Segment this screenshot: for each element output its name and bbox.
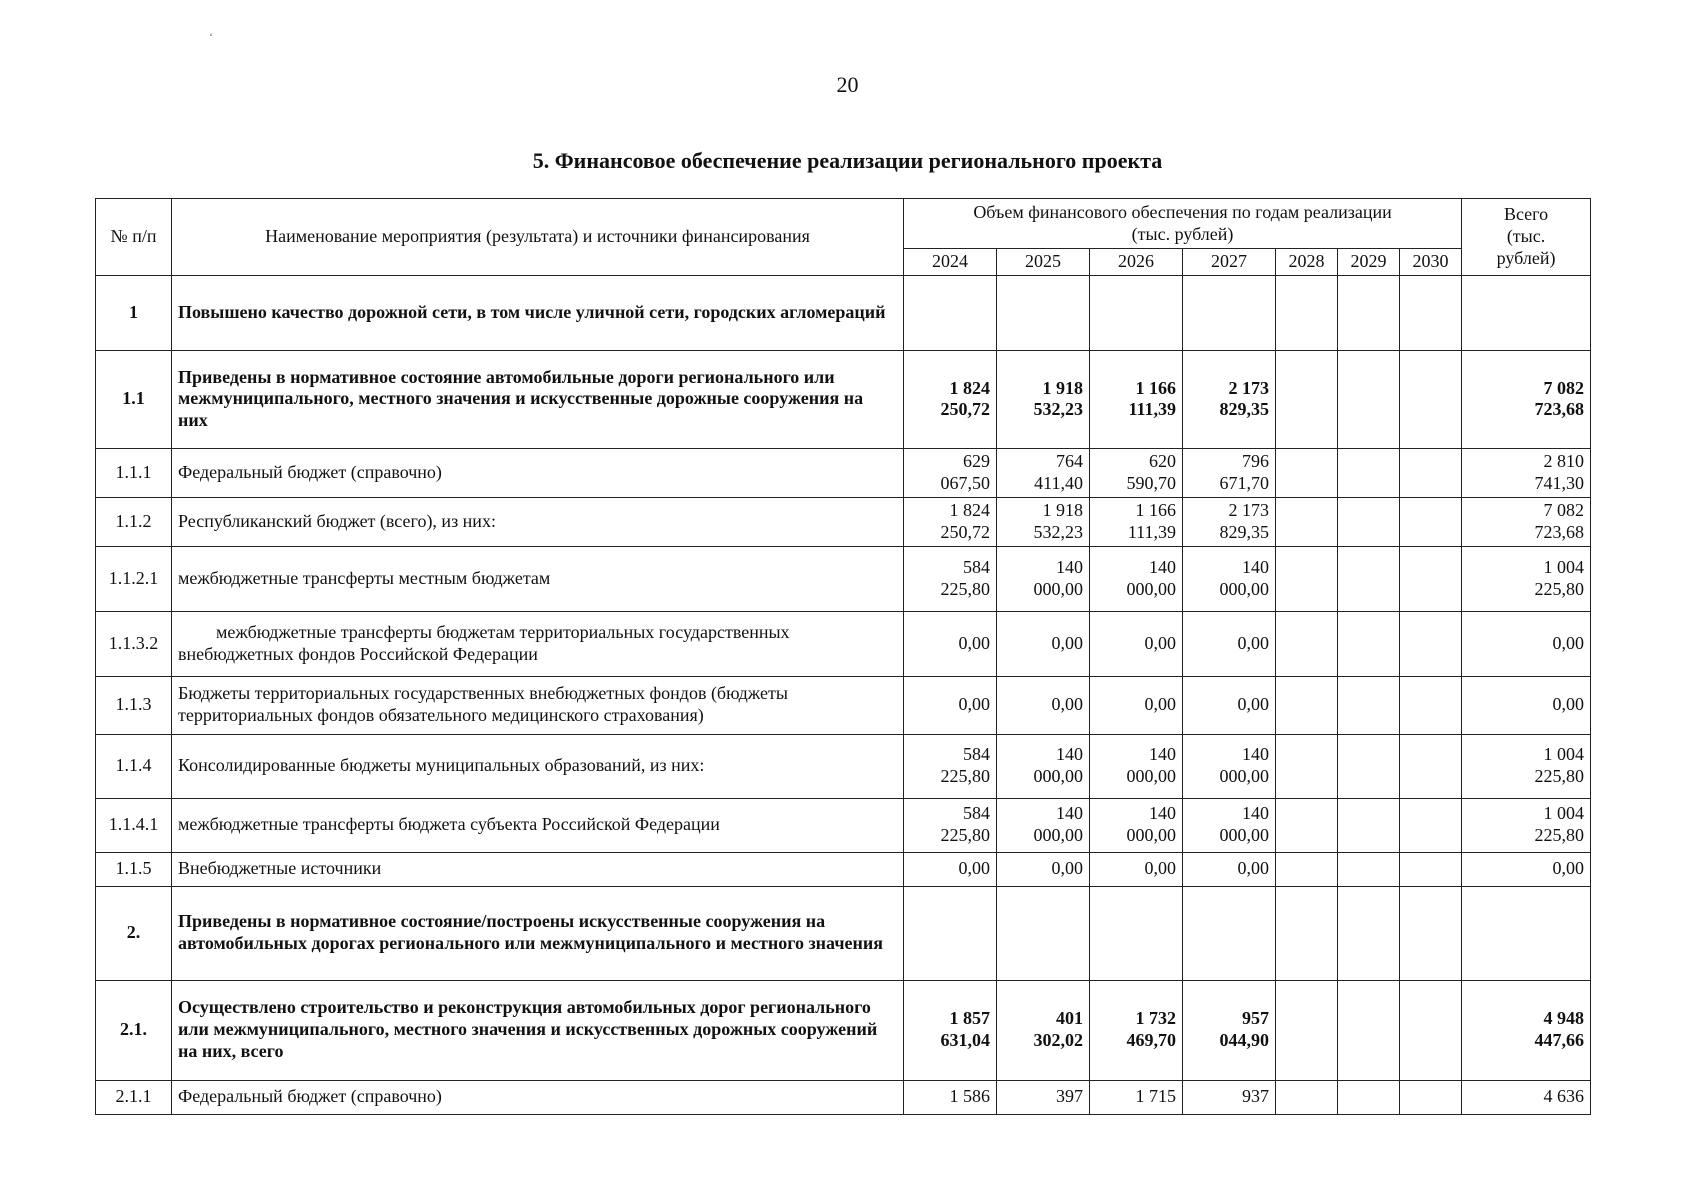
value-2030 <box>1400 734 1462 798</box>
value-2027: 937 <box>1183 1080 1276 1114</box>
value-2029 <box>1338 448 1400 497</box>
row-name: межбюджетные трансферты бюджета субъекта Российской Федерации <box>172 798 904 852</box>
value-2025: 0,00 <box>997 676 1090 734</box>
value-2030 <box>1400 852 1462 886</box>
value-2025: 0,00 <box>997 852 1090 886</box>
value-2027: 0,00 <box>1183 852 1276 886</box>
value-2030 <box>1400 1080 1462 1114</box>
value-2026: 140 000,00 <box>1090 798 1183 852</box>
header-total-line3: рублей) <box>1496 247 1556 268</box>
value-2029 <box>1338 275 1400 350</box>
table-row <box>96 546 1591 611</box>
table-row <box>96 980 1591 1080</box>
page-number: 20 <box>836 72 859 97</box>
value-2027: 2 173 829,35 <box>1183 350 1276 448</box>
value-2029 <box>1338 350 1400 448</box>
value-2029 <box>1338 1080 1400 1114</box>
value-2028 <box>1276 546 1338 611</box>
value-2030 <box>1400 886 1462 980</box>
row-name <box>172 611 904 676</box>
value-2030 <box>1400 980 1462 1080</box>
value-2026: 140 000,00 <box>1090 546 1183 611</box>
header-total-line1: Всего <box>1503 204 1549 225</box>
value-2025 <box>997 275 1090 350</box>
value-2028 <box>1276 497 1338 546</box>
value-total: 4 636 <box>1462 1080 1591 1114</box>
table-row <box>96 611 1591 676</box>
table-row <box>96 886 1591 980</box>
header-name: Наименование мероприятия (результата) и источники финансирования <box>172 199 904 276</box>
value-2024: 1 824 250,72 <box>904 497 997 546</box>
header-year: 2028 <box>1276 249 1338 276</box>
value-2028 <box>1276 852 1338 886</box>
value-2030 <box>1400 611 1462 676</box>
value-2028 <box>1276 350 1338 448</box>
value-2026 <box>1090 886 1183 980</box>
value-2024 <box>904 886 997 980</box>
header-year: 2030 <box>1400 249 1462 276</box>
header-volume <box>904 199 1462 249</box>
value-2026: 1 715 <box>1090 1080 1183 1114</box>
value-2030 <box>1400 798 1462 852</box>
table-row <box>96 734 1591 798</box>
value-2030 <box>1400 275 1462 350</box>
value-2024: 584 225,80 <box>904 734 997 798</box>
value-total <box>1462 275 1591 350</box>
row-name-line1: межбюджетные трансферты бюджетам территориальных государственных <box>216 621 790 642</box>
value-2027: 140 000,00 <box>1183 734 1276 798</box>
value-2026: 0,00 <box>1090 676 1183 734</box>
row-number: 1.1.3.2 <box>96 611 172 676</box>
value-total: 4 948 447,66 <box>1462 980 1591 1080</box>
table-row <box>96 275 1591 350</box>
row-number: 1.1.5 <box>96 852 172 886</box>
row-number: 1.1 <box>96 350 172 448</box>
value-2024: 629 067,50 <box>904 448 997 497</box>
value-2027: 2 173 829,35 <box>1183 497 1276 546</box>
value-2025 <box>997 886 1090 980</box>
value-2025: 401 302,02 <box>997 980 1090 1080</box>
financing-table <box>95 198 1591 1115</box>
value-2030 <box>1400 350 1462 448</box>
document-title: 5. Финансовое обеспечение реализации регионального проекта <box>532 148 1163 173</box>
row-name: межбюджетные трансферты местным бюджетам <box>172 546 904 611</box>
header-year: 2026 <box>1090 249 1183 276</box>
value-total: 1 004 225,80 <box>1462 546 1591 611</box>
table-row <box>96 798 1591 852</box>
value-2024: 1 857 631,04 <box>904 980 997 1080</box>
value-2026: 1 166 111,39 <box>1090 350 1183 448</box>
row-name: Бюджеты территориальных государственных внебюджетных фондов (бюджеты территориальных фондов обязательного медицинского страхования) <box>172 676 904 734</box>
value-2030 <box>1400 448 1462 497</box>
value-2029 <box>1338 676 1400 734</box>
value-2024: 584 225,80 <box>904 798 997 852</box>
value-2027: 957 044,90 <box>1183 980 1276 1080</box>
row-number: 1.1.4 <box>96 734 172 798</box>
value-2026: 0,00 <box>1090 852 1183 886</box>
table-row <box>96 448 1591 497</box>
value-2029 <box>1338 852 1400 886</box>
table-row <box>96 1080 1591 1114</box>
value-2029 <box>1338 798 1400 852</box>
header-total-line2: (тыс. <box>1506 226 1546 246</box>
value-2029 <box>1338 611 1400 676</box>
value-2029 <box>1338 546 1400 611</box>
value-2030 <box>1400 497 1462 546</box>
value-total: 1 004 225,80 <box>1462 734 1591 798</box>
row-name: Республиканский бюджет (всего), из них: <box>172 497 904 546</box>
header-num: № п/п <box>96 199 172 276</box>
value-2025: 764 411,40 <box>997 448 1090 497</box>
row-name: Повышено качество дорожной сети, в том числе уличной сети, городских агломераций <box>172 275 904 350</box>
table-row <box>96 350 1591 448</box>
value-2028 <box>1276 275 1338 350</box>
value-2027: 796 671,70 <box>1183 448 1276 497</box>
value-total: 7 082 723,68 <box>1462 350 1591 448</box>
row-number: 1.1.3 <box>96 676 172 734</box>
value-2029 <box>1338 886 1400 980</box>
row-name: Приведены в нормативное состояние автомобильные дороги регионального или межмуниципального, местного значения и искусственные дорожные сооружения на них <box>172 350 904 448</box>
value-2025: 140 000,00 <box>997 546 1090 611</box>
value-2024: 0,00 <box>904 676 997 734</box>
value-2026: 1 732 469,70 <box>1090 980 1183 1080</box>
value-2025: 140 000,00 <box>997 734 1090 798</box>
value-total: 0,00 <box>1462 611 1591 676</box>
row-number: 1.1.2.1 <box>96 546 172 611</box>
value-2030 <box>1400 676 1462 734</box>
value-2026: 140 000,00 <box>1090 734 1183 798</box>
row-name: Внебюджетные источники <box>172 852 904 886</box>
value-total <box>1462 886 1591 980</box>
value-2026: 0,00 <box>1090 611 1183 676</box>
value-total: 1 004 225,80 <box>1462 798 1591 852</box>
value-2029 <box>1338 734 1400 798</box>
value-2025: 0,00 <box>997 611 1090 676</box>
row-number: 2.1. <box>96 980 172 1080</box>
table-row <box>96 497 1591 546</box>
value-2025: 140 000,00 <box>997 798 1090 852</box>
value-total: 0,00 <box>1462 852 1591 886</box>
table-row <box>96 676 1591 734</box>
value-2028 <box>1276 676 1338 734</box>
row-number: 1.1.2 <box>96 497 172 546</box>
value-2024: 0,00 <box>904 611 997 676</box>
value-total: 7 082 723,68 <box>1462 497 1591 546</box>
header-year: 2029 <box>1338 249 1400 276</box>
header-year: 2027 <box>1183 249 1276 276</box>
value-2025: 397 <box>997 1080 1090 1114</box>
table-row <box>96 852 1591 886</box>
value-2029 <box>1338 497 1400 546</box>
row-number: 1.1.4.1 <box>96 798 172 852</box>
row-name: Консолидированные бюджеты муниципальных образований, из них: <box>172 734 904 798</box>
value-2028 <box>1276 980 1338 1080</box>
header-volume-line2: (тыс. рублей) <box>1131 223 1234 244</box>
value-2027: 0,00 <box>1183 611 1276 676</box>
value-2027: 140 000,00 <box>1183 798 1276 852</box>
header-year: 2024 <box>904 249 997 276</box>
value-total: 2 810 741,30 <box>1462 448 1591 497</box>
value-2026: 1 166 111,39 <box>1090 497 1183 546</box>
value-2027 <box>1183 886 1276 980</box>
value-total: 0,00 <box>1462 676 1591 734</box>
value-2026: 620 590,70 <box>1090 448 1183 497</box>
value-2024: 1 586 <box>904 1080 997 1114</box>
row-name: Осуществлено строительство и реконструкция автомобильных дорог регионального или межмуниципального, местного значения и искусственных дорожных сооружений на них, всего <box>172 980 904 1080</box>
value-2028 <box>1276 734 1338 798</box>
row-name-line2: внебюджетных фондов Российской Федерации <box>178 643 538 664</box>
value-2026 <box>1090 275 1183 350</box>
header-total <box>1462 199 1591 276</box>
value-2028 <box>1276 1080 1338 1114</box>
value-2024: 584 225,80 <box>904 546 997 611</box>
value-2024: 0,00 <box>904 852 997 886</box>
value-2025: 1 918 532,23 <box>997 350 1090 448</box>
row-number: 2. <box>96 886 172 980</box>
row-name: Федеральный бюджет (справочно) <box>172 1080 904 1114</box>
value-2028 <box>1276 611 1338 676</box>
scan-speck: ‘ <box>209 30 213 44</box>
row-number: 1.1.1 <box>96 448 172 497</box>
value-2024: 1 824 250,72 <box>904 350 997 448</box>
value-2028 <box>1276 448 1338 497</box>
value-2027 <box>1183 275 1276 350</box>
row-number: 1 <box>96 275 172 350</box>
value-2027: 0,00 <box>1183 676 1276 734</box>
header-year: 2025 <box>997 249 1090 276</box>
value-2024 <box>904 275 997 350</box>
row-name: Приведены в нормативное состояние/построены искусственные сооружения на автомобильных дорогах регионального или межмуниципального и местного значения <box>172 886 904 980</box>
value-2029 <box>1338 980 1400 1080</box>
row-number: 2.1.1 <box>96 1080 172 1114</box>
value-2027: 140 000,00 <box>1183 546 1276 611</box>
value-2028 <box>1276 886 1338 980</box>
value-2030 <box>1400 546 1462 611</box>
row-name: Федеральный бюджет (справочно) <box>172 448 904 497</box>
value-2028 <box>1276 798 1338 852</box>
header-volume-line1: Объем финансового обеспечения по годам реализации <box>973 201 1392 222</box>
value-2025: 1 918 532,23 <box>997 497 1090 546</box>
